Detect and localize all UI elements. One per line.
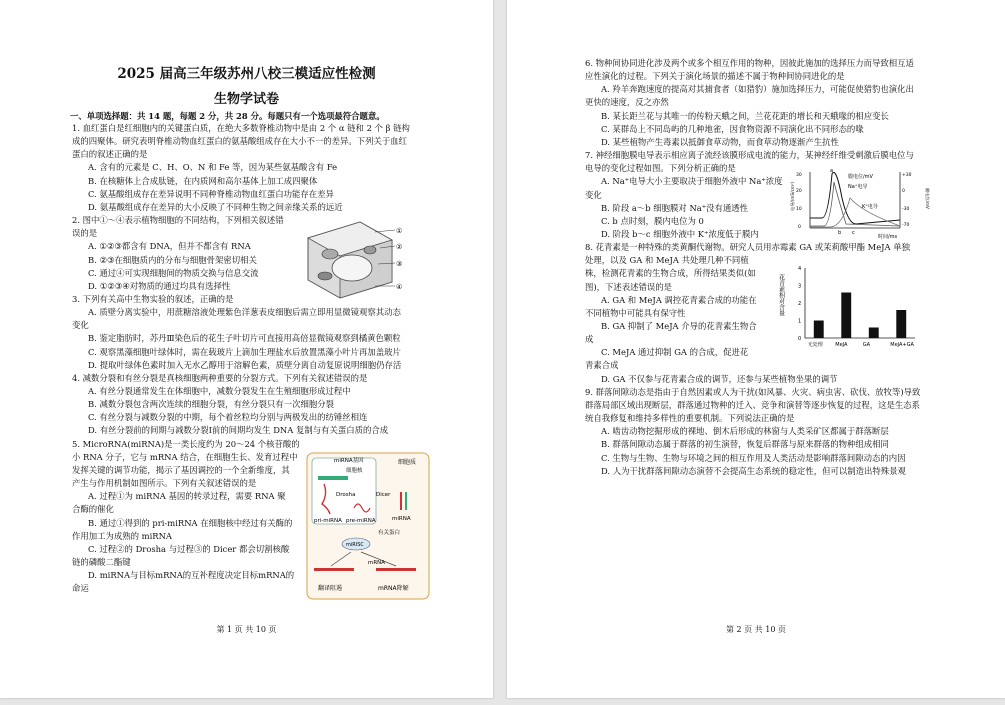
label-gene: miRNA基因 [334,458,364,464]
text-line: C. 生物与生物、生物与环境之间的相互作用及人类活动是影响群落间隙动态的内因 [601,452,906,463]
text-line: 变化 [585,189,602,200]
x-axis-label: 时间/ms [878,234,898,240]
text-line: 株，检测花青素的生物合成，所得结果类似(如 [585,268,756,279]
text-line: A. 羚羊奔跑速度的提高对其捕食者（如猎豹）施加选择压力，可能促使猎豹也演化出 [601,84,914,95]
text-line: C. 过程②的 Drosha 与过程③的 Dicer 都会切割核酸 [88,543,290,554]
text-line: 合酶的催化 [72,504,114,515]
text-line: 小 RNA 分子，它与 mRNA 结合，在细胞生长、发育过程中 [72,451,298,462]
text-line: B. 减数分裂包含两次连续的细胞分裂，有丝分裂只有一次细胞分裂 [88,399,334,410]
text-line: D. GA 不仅参与花青素合成的调节，还参与某些植物坐果的调节 [601,373,838,384]
text-line: 7. 神经细胞膜电导表示相应离子流经该膜形成电流的能力，某神经纤维受刺激后膜电位与 [585,150,914,161]
text-line: 8. 花青素是一种特殊的类黄酮代谢物。研究人员用赤霉素 GA 或茉莉酸甲酯 MeJA 单独 [585,242,910,253]
text-line: C. 氨基酸组成存在差异说明不同种脊椎动物血红蛋白功能存在差异 [88,188,334,199]
text-line: B. 阶段 a～b 细胞膜对 Na⁺没有通透性 [601,202,749,213]
text-line: 5. MicroRNA(miRNA)是一类长度约为 20～24 个核苷酸的 [72,438,300,449]
text-line: C. 某群岛上不同岛屿的几种地雀，因食物资源不同演化出不同形态的喙 [601,123,864,134]
tick-right-2: -30 [902,207,910,212]
label-cytoplasm: 细胞质 [398,459,417,466]
membrane-potential-graph [790,168,930,240]
label-mirna: miRNA [392,516,411,522]
bar-MeJA+GA [896,310,906,338]
page-1 [0,0,493,698]
label-nucleus: 细胞核 [346,468,363,474]
text-line: C. 观察黑藻细胞叶绿体时，需在载玻片上滴加生理盐水后放置黑藻小叶片再加盖玻片 [88,346,401,357]
label-mrna: mRNA [368,560,386,566]
exam-subtitle: 生物学试卷 [213,92,279,107]
y-right-label: 膜电位/mV [925,188,930,209]
text-line: 产生与作用机制如图所示。下列有关叙述错误的是 [72,478,257,489]
text-line: A. ①②③都含有 DNA，但并不都含有 RNA [88,241,251,252]
text-line: D. 人为干扰群落间隙动态演替不会提高生态系统的稳定性，但可以制造出特殊景观 [601,465,906,476]
plant-cell-figure [300,220,405,300]
text-line: 处理，以及 GA 和 MeJA 共处理几种不同植 [585,255,749,266]
text-line: 变化 [72,320,89,331]
text-line: 2. 图中①～④表示植物细胞的不同结构，下列相关叙述错 [72,215,284,226]
text-line: 蛋白的叙述正确的是 [72,149,148,160]
text-line: 青素合成 [585,360,619,371]
tick-right-3: -70 [902,223,910,228]
y-tick-label: 2 [798,301,802,307]
text-line: D. 有丝分裂前的间期与减数分裂Ⅰ前的间期均发生 DNA 复制与有关蛋白质的合成 [88,425,389,436]
text-line: C. b 点时刻，膜内电位为 0 [601,215,704,226]
text-line: B. 某长距兰花与其唯一的传粉天蛾之间，兰花花距的增长和天蛾喙的相应变长 [601,110,889,121]
text-line: A. Na⁺电导大小主要取决于细胞外液中 Na⁺浓度 [601,176,783,187]
text-line: 不同植物中可能具有保守性 [585,307,686,318]
text-line: C. 有丝分裂与减数分裂的中期，每个着丝粒均分别与两极发出的纺锤丝相连 [88,412,368,423]
text-line: A. 过程①为 miRNA 基因的转录过程，需要 RNA 聚 [88,491,286,502]
category-label: GA [862,342,871,348]
text-line: 发挥关键的调节功能，揭示了基因调控的一个全新维度，其 [72,464,290,475]
text-line: 成的四聚体。研究表明脊椎动物血红蛋白的氨基酸组成存在大小不一的差异。下列关于血红 [72,136,407,147]
tick-left-2: 10 [796,207,802,212]
text-line: 成 [585,334,594,345]
text-line: B. 在核糖体上合成肽链，在内质网和高尔基体上加工成四聚体 [88,175,318,186]
text-line: 作用加工为成熟的 miRNA [72,530,172,541]
text-line: A. 含有的元素是 C、H、O、N 和 Fe 等，因为某些氨基酸含有 Fe [88,162,338,173]
chart-y-label: 花青素相对含量 [777,274,785,316]
text-line: B. 群落间隙动态属于群落的初生演替，恢复后群落与原来群落的物种组成相同 [601,439,889,450]
page-1-footer: 第 1 页 共 10 页 [216,625,277,634]
section-heading: 一、单项选择题：共 14 题，每题 2 分，共 28 分。每题只有一个选项最符合题意。 [70,111,385,121]
label-degradation: mRNA降解 [378,585,409,592]
curve-potential-label: 膜电位/mV [848,174,873,180]
cell-label-4: ④ [396,283,403,291]
text-line: B. 鉴定脂肪时，苏丹Ⅲ染色后的花生子叶切片可直接用高倍显微镜观察到橘黄色颗粒 [88,333,401,344]
cell-label-1: ① [396,227,403,235]
point-b: b [838,230,842,236]
label-dicer: Dicer [376,492,391,498]
text-line: 统自我修复和维持多样性的重要机制。下列说法正确的是 [585,413,795,424]
text-line: 4. 减数分裂和有丝分裂是真核细胞两种重要的分裂方式。下列有关叙述错误的是 [72,372,368,383]
text-line: 3. 下列有关高中生物实验的叙述，正确的是 [72,293,234,304]
text-line: 应性演化的过程。下列关于演化场景的描述不属于物种间协同进化的是 [585,71,845,82]
label-pre: pre-miRNA [346,518,376,524]
text-line: A. GA 和 MeJA 调控花青素合成的功能在 [601,294,757,305]
text-line: C. MeJA 通过抑制 GA 的合成，促进花 [601,347,749,358]
anthocyanin-bar-chart [775,258,921,358]
text-line: 9. 群落间隙动态是指由于自然因素或人为干扰(如风暴、火灾、病虫害、砍伐、放牧等)导致 [585,386,921,397]
y-tick-label: 0 [798,336,802,342]
text-line: A. 质壁分离实验中，用蔗糖溶液处理紫色洋葱表皮细胞后需立即用显微镜观察其动态 [88,307,401,318]
category-label: MeJA [835,342,848,348]
text-line: B. ②③在细胞质内的分布与细胞骨架密切相关 [88,254,257,265]
text-line: 6. 物种间协同进化涉及两个或多个相互作用的物种，因彼此施加的选择压力而导致相互适 [585,58,914,68]
bar-MeJA [841,293,851,339]
text-line: 电导的变化过程如图。下列分析正确的是 [585,163,736,174]
cell-label-2: ② [396,243,403,251]
label-protein: 有关蛋白 [378,530,401,536]
text-line: B. 通过①得到的 pri-miRNA 在细胞核中经过有关酶的 [88,517,293,528]
text-line: 群落局部区域出现断层，群落通过物种的迁入、竞争和演替等逐步恢复的过程，这是生态系 [585,399,920,410]
text-line: 1. 血红蛋白是红细胞内的关键蛋白质，在绝大多数脊椎动物中是由 2 个 α 链和 2 个 β 链构 [72,123,410,133]
text-line: D. 阶段 b～c 细胞外液中 K⁺浓度低于膜内 [601,228,759,239]
page-2-footer: 第 2 页 共 10 页 [726,625,786,634]
tick-left-3: 0 [798,225,801,230]
text-line: D. 提取叶绿体色素时加入无水乙醇用于溶解色素，质壁分离自动复原说明细胞仍存活 [88,359,402,370]
text-line: B. GA 抑制了 MeJA 介导的花青素生物合 [601,321,757,331]
bar-GA [869,328,879,339]
text-line: 图)，下述表述错误的是 [585,281,673,292]
tick-left-0: 30 [796,173,802,178]
point-c: c [852,230,855,236]
category-label: MeJA+GA [890,342,914,348]
text-line: C. 通过④可实现细胞间的物质交换与信息交流 [88,267,259,278]
text-line: 误的是 [72,228,98,239]
cell-label-3: ③ [396,260,403,268]
label-pri: pri-miRNA [314,518,342,524]
curve-k-label: K⁺电导 [862,204,878,210]
y-left-label: 电导/(mS/cm²) [790,181,795,211]
text-line: D. miRNA与目标mRNA的互补程度决定目标mRNA的 [88,570,295,581]
tick-left-1: 20 [796,189,802,194]
point-a: a [830,168,834,174]
category-label: 无处理 [807,342,823,348]
y-tick-label: 3 [798,283,802,290]
text-line: D. ①②③④对物质的通过均具有选择性 [88,280,231,291]
text-line: A. 啮齿动物挖掘形成的裸地、倒木后形成的林窗与人类采矿区都属于群落断层 [601,426,889,437]
label-drosha: Drosha [336,492,356,498]
tick-right-1: 0 [902,189,905,194]
text-line: D. 某些植物产生毒素以抵御食草动物，而食草动物逐渐产生抗性 [601,136,839,147]
y-tick-label: 4 [798,266,802,272]
text-line: 命运 [72,583,89,594]
page-2 [507,0,1005,698]
text-line: 链的磷酸二酯键 [72,556,131,567]
curve-na-label: Na⁺电导 [848,184,868,190]
bar-无处理 [814,321,824,339]
y-tick-label: 1 [798,318,802,325]
text-line: A. 有丝分裂通常发生在体细胞中，减数分裂发生在生殖细胞形成过程中 [88,386,351,396]
mirna-diagram [306,452,430,600]
label-risc: miRISC [346,542,364,548]
text-line: 更快的速度，反之亦然 [585,97,669,108]
tick-right-0: +30 [902,173,912,178]
exam-title: 2025 届高三年级苏州八校三模适应性检测 [117,66,376,82]
text-line: D. 氨基酸组成存在差异的大小反映了不同种生物之间亲缘关系的远近 [88,201,343,212]
label-repression: 翻译阻遏 [318,585,343,592]
